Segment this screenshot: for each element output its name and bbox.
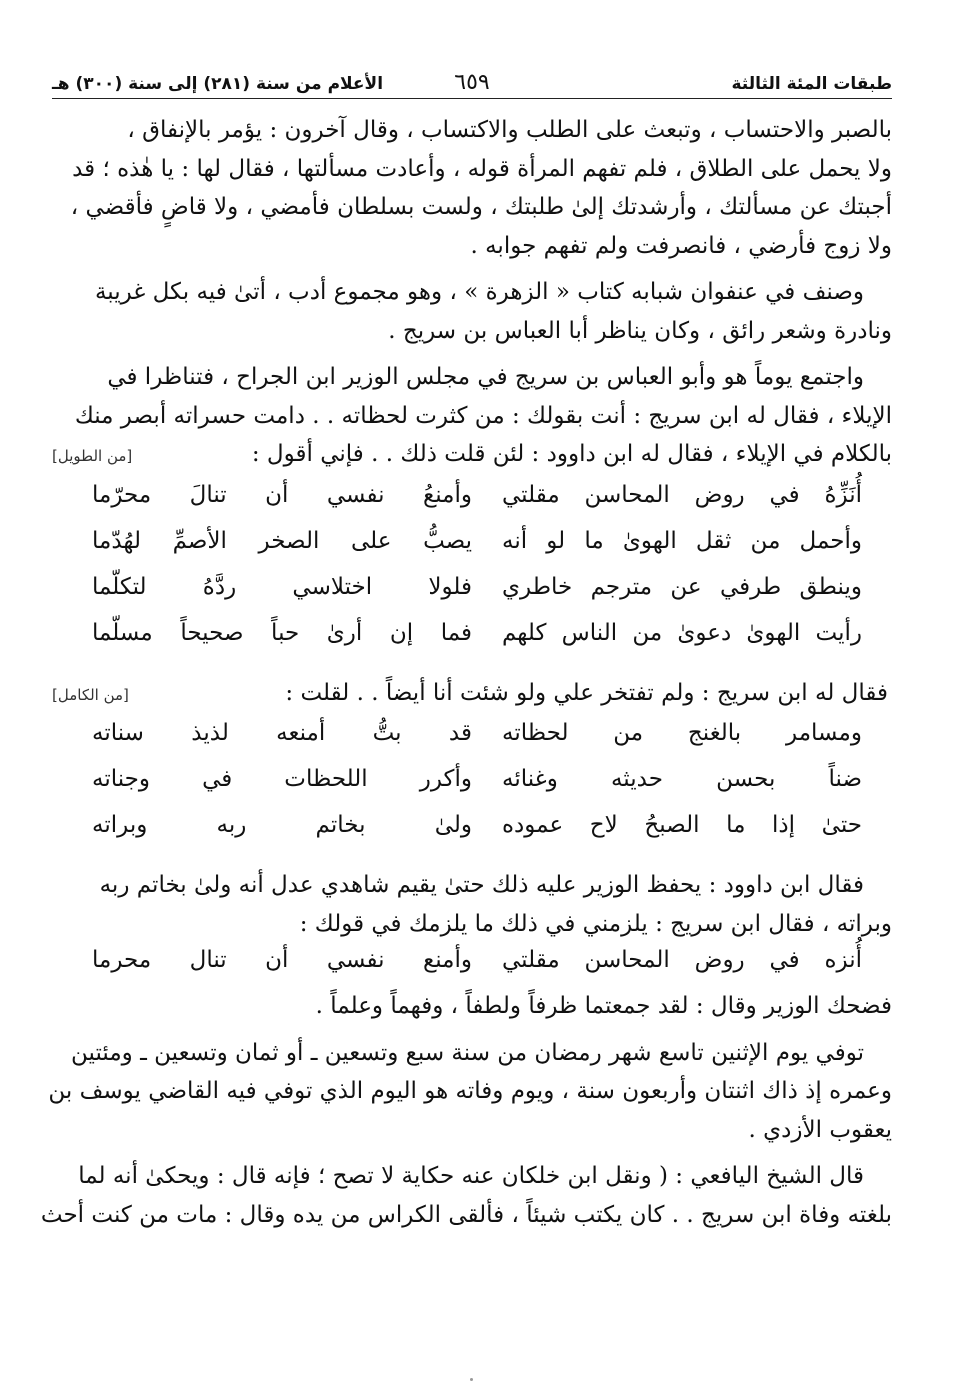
verse-line	[52, 574, 892, 620]
paragraph-5	[52, 866, 892, 943]
text-line: بالصبر والاحتساب ، وتبعث على الطلب والاكتساب ، وقال آخرون : يؤمر بالإنفاق ،	[127, 117, 892, 143]
text-line: فقال ابن داوود : يحفظ الوزير عليه ذلك حتىٰ يقيم شاهدي عدل أنه ولىٰ بخاتم ربه	[99, 872, 864, 898]
paragraph-7	[48, 1034, 892, 1150]
verse-second-hemistich: يصبُّ على الصخر الأصمِّ لهُدّما	[92, 527, 472, 554]
paragraph-6	[52, 987, 892, 1026]
text-line: قال الشيخ اليافعي : ( ونقل ابن خلكان عنه حكاية لا تصح ؛ فإنه قال : ويحكىٰ أنه لما	[78, 1163, 864, 1189]
text-line	[52, 674, 892, 713]
meter-label: [من الطويل]	[52, 447, 133, 465]
verse-first-hemistich: وينطق طرفي عن مترجم خاطري	[502, 573, 862, 600]
text-line: وصنف في عنفوان شبابه كتاب « الزهرة » ، وهو مجموع أدب ، أتىٰ فيه بكل غريبة	[94, 279, 864, 305]
text-line: وبراته ، فقال ابن سريج : يلزمني في ذلك ما يلزمك في قولك :	[299, 910, 892, 937]
paragraph-8	[40, 1157, 892, 1234]
verse-first-hemistich: ضناً بحسن حديثه وغنائه	[502, 766, 862, 792]
meter-label: [من الكامل]	[52, 685, 129, 704]
text-line: واجتمع يوماً هو وأبو العباس بن سريج في مجلس الوزير ابن الجراح ، فتناظرا في	[107, 364, 864, 390]
paragraph-2	[52, 273, 892, 350]
text-line: يعقوب الأزدي .	[748, 1116, 892, 1143]
verse-second-hemistich: فلولا اختلاسي ردَّهُ لتكلّما	[92, 573, 472, 600]
verse-line	[52, 766, 892, 812]
text-line: بلغته وفاة ابن سريج . . كان يكتب شيئاً ، فألقى الكراس من يده وقال : مات من كنت أحث	[40, 1201, 892, 1228]
text-line	[52, 435, 892, 474]
paragraph-1	[52, 111, 892, 265]
text-line: توفي يوم الإثنين تاسع شهر رمضان من سنة سبع وتسعين ـ أو ثمان وتسعين ـ ومئتين	[71, 1039, 864, 1066]
verse-second-hemistich: قد بتُّ أمنعه لذيذ سناته	[92, 720, 472, 746]
text-line: الإيلاء ، فقال له ابن سريج : أنت بقولك : من كثرت لحظاته . . دامت حسراته أبصر منك	[74, 402, 892, 429]
header-range-title: الأعلام من سنة (٢٨١) إلى سنة (٣٠٠) هـ	[52, 74, 384, 94]
verse-second-hemistich: وأكرر اللحظات في وجناته	[92, 766, 472, 792]
page	[40, 60, 892, 1234]
verse-line	[52, 812, 892, 858]
text-line: ولا يحمل على الطلاق ، فلم تفهم المرأة قوله ، وأعادت مسألتها ، فقال لها : يا هٰذه ؛ قد	[72, 155, 892, 182]
poem-1	[52, 482, 892, 666]
poem-2	[52, 720, 892, 858]
verse-second-hemistich: وأمنع نفسي أن تنال محرما	[92, 947, 472, 973]
text-line: وعمره إذ ذاك اثنتان وأربعون سنة ، ويوم وفاته هو اليوم الذي توفي فيه القاضي يوسف بن	[48, 1078, 892, 1104]
page-number: ٦٥٩	[454, 70, 490, 95]
verse-first-hemistich: ومسامر بالغنج من لحظاته	[502, 720, 862, 746]
paragraph-3	[52, 358, 892, 474]
text-line: ولا زوج فأرضي ، فانصرفت ولم تفهم جوابه .	[470, 232, 892, 259]
verse-first-hemistich: أُنزه في روض المحاسن مقلتي	[502, 947, 862, 973]
verse-first-hemistich: وأحمل من ثقل الهوىٰ ما لو أنه	[502, 527, 862, 554]
verse-first-hemistich: حتىٰ إذا ما الصبحُ لاح عموده	[502, 812, 862, 838]
verse-line	[52, 482, 892, 528]
text-line: ونادرة وشعر رائق ، وكان يناظر أبا العباس بن سريج .	[388, 317, 892, 344]
running-header	[52, 60, 892, 99]
verse-second-hemistich: ولىٰ بخاتم ربه وبراته	[92, 812, 472, 838]
verse-second-hemistich: وأمنعُ نفسي أن تنالَ محرّما	[92, 481, 472, 508]
verse-first-hemistich: أُنَزِّهُ في روض المحاسن مقلتي	[502, 481, 862, 508]
text-line-content: فقال له ابن سريج : ولم تفتخر علي ولو شئت أنا أيضاً . . لقلت :	[285, 679, 888, 706]
text-line: فضحك الوزير وقال : لقد جمعتما ظرفاً ولطفاً ، وفهماً وعلماً .	[315, 993, 892, 1019]
text-line-content: بالكلام في الإيلاء ، فقال له ابن داوود : لئن قلت ذلك . . فإني أقول :	[251, 441, 892, 467]
text-line: أجبتك عن مسألتك ، وأرشدتك إلىٰ طلبتك ، ولست بسلطان فأمضي ، ولا قاضٍ فأقضي ،	[70, 194, 892, 220]
page-mark-dot	[470, 1378, 473, 1381]
poem-3	[52, 947, 892, 987]
paragraph-4	[52, 674, 892, 713]
verse-line	[52, 947, 892, 987]
verse-line	[52, 528, 892, 574]
header-section-title: طبقات المئة الثالثة	[731, 74, 892, 94]
verse-first-hemistich: رأيت الهوىٰ دعوىٰ من الناس كلهم	[502, 619, 862, 646]
verse-second-hemistich: فما إن أرىٰ حباً صحيحاً مسلّما	[92, 619, 472, 646]
verse-line	[52, 620, 892, 666]
verse-line	[52, 720, 892, 766]
